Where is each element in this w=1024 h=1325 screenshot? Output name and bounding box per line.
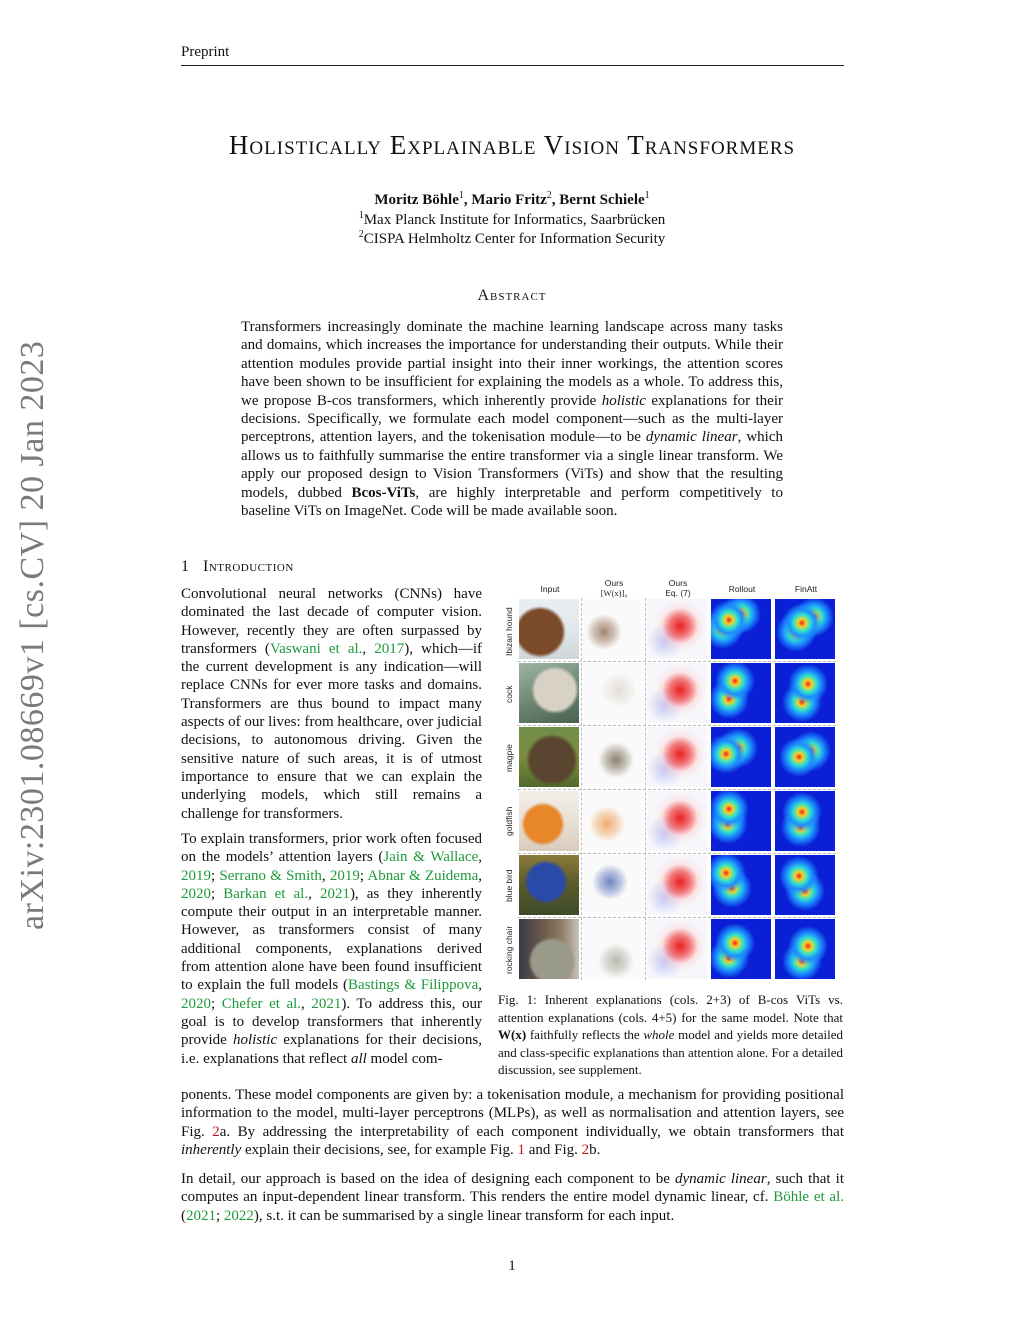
- para-text: model com-: [366, 1050, 443, 1067]
- grid-divider: [518, 725, 836, 726]
- column-header-line: Input: [540, 584, 560, 594]
- intro-paragraph-2-cont: [181, 1086, 844, 1159]
- abstract-text: explanations for their decisions. Specifically, we formulate each model component—such as the multi-layer perceptrons, attention layers, and the tokenisation module—to be: [241, 392, 783, 446]
- para-text: , such that it computes an input-dependent linear transform. This renders the entire model dynamic linear, cf.: [181, 1171, 844, 1206]
- input-photo: [519, 919, 579, 979]
- input-photo: [519, 855, 579, 915]
- abstract-emph: holistic: [601, 392, 646, 409]
- finatt-heatmap: [775, 919, 835, 979]
- figure-ref-link[interactable]: 1: [517, 1141, 525, 1158]
- paper-title: [0, 130, 1024, 161]
- para-text: ), as they inherently compute their output in an interpretable manner. However, as transformers consist of many additional components, explanations derived from attention alone have been found insufficient to explain the full models (: [181, 885, 483, 994]
- para-text: explanations for their decisions, i.e. explanations that reflect: [181, 1032, 482, 1067]
- rollout-heatmap: [711, 919, 771, 979]
- row-label: Ibizan hound: [504, 607, 514, 656]
- citation-link[interactable]: 2020: [181, 885, 211, 902]
- column-header-line: Ours: [668, 578, 688, 588]
- explanation-map: [583, 791, 643, 851]
- para-text: b.: [589, 1141, 601, 1158]
- section-number: 1: [181, 558, 190, 575]
- para-text: ), s.t. it can be summarised by a single linear transform for each input.: [253, 1207, 675, 1224]
- column-header: [518, 584, 582, 594]
- para-text: To explain transformers, prior work often focused on the models’ attention layers (: [181, 831, 482, 866]
- grid-divider: [518, 917, 836, 918]
- citation-link[interactable]: 2019: [329, 867, 360, 884]
- row-label: rocking chair: [504, 925, 514, 974]
- column-header: [774, 584, 838, 594]
- finatt-heatmap: [775, 855, 835, 915]
- para-text: ). To address this, our goal is to develop transformers that inherently provide: [181, 995, 482, 1049]
- para-emph: holistic: [232, 1032, 278, 1049]
- figure-caption: [498, 991, 843, 1079]
- caption-text: Fig. 1: Inherent explanations (cols. 2+3) of B-cos ViTs vs. attention explanations (cols. 4+5) for the same model. Note that: [498, 992, 843, 1025]
- para-text: ,: [362, 640, 375, 657]
- rollout-heatmap: [711, 855, 771, 915]
- citation-link[interactable]: 2021: [311, 995, 342, 1012]
- input-photo: [519, 727, 579, 787]
- rollout-heatmap: [711, 663, 771, 723]
- row-label: cock: [504, 685, 514, 703]
- author-name: Mario Fritz: [471, 192, 547, 208]
- row-label: blue bird: [504, 869, 514, 902]
- author-sup: 1: [644, 190, 650, 201]
- finatt-heatmap: [775, 599, 835, 659]
- abstract-text: Transformers increasingly dominate the machine learning landscape across many tasks and domains, which increases the importance for understanding their outputs. While their attention modules provide partial insight into their inner workings, the attention scores have been shown to be insufficient for explaining the models as a whole. To address this, we propose B-cos transformers, which inherently provide: [241, 319, 783, 409]
- para-emph: inherently: [181, 1141, 242, 1158]
- citation-link[interactable]: Vaswani et al.: [269, 640, 363, 657]
- abstract-heading: [0, 287, 1024, 305]
- title-text: Holistically Explainable Vision Transformers: [228, 130, 796, 160]
- affiliation: [0, 229, 1024, 248]
- input-photo: [519, 663, 579, 723]
- input-photo: [519, 791, 579, 851]
- column-header: [582, 578, 646, 598]
- abstract-body: [241, 318, 783, 520]
- page-number: 1: [508, 1258, 516, 1274]
- citation-link[interactable]: Serrano & Smith: [219, 867, 322, 884]
- row-label: goldfish: [504, 806, 514, 836]
- column-header: [646, 578, 710, 598]
- abstract-text: , are highly interpretable and perform competitively to baseline ViTs on ImageNet. Code will be made available soon.: [241, 484, 783, 520]
- figure-ref-link[interactable]: 2: [581, 1141, 590, 1158]
- citation-link[interactable]: Abnar & Zuidema: [367, 867, 479, 884]
- figure-ref-link[interactable]: 2: [212, 1123, 220, 1140]
- running-head: Preprint: [181, 44, 230, 60]
- column-header-line: FinAtt: [794, 584, 818, 594]
- rollout-heatmap: [711, 791, 771, 851]
- row-label: magpie: [504, 744, 514, 772]
- grid-divider: [518, 789, 836, 790]
- contribution-map: [647, 791, 707, 851]
- finatt-heatmap: [775, 663, 835, 723]
- para-text: ), which—if the current development is any indication—will replace CNNs for ever more tasks and domains. Transformers are thus bound to impact many aspects of our lives: from healthcare, over judicial decisions, to autonomous driving. Given the sensitive nature of such areas, it is of utmost importance to ensure that we can explain the underlying models, which still remains a challenge for transformers.: [181, 640, 482, 822]
- caption-text: faithfully reflects the: [526, 1027, 644, 1042]
- rollout-heatmap: [711, 727, 771, 787]
- contribution-map: [647, 663, 707, 723]
- citation-link[interactable]: Bastings & Filippova: [347, 977, 479, 994]
- section-heading: [181, 558, 294, 576]
- affiliation-sup: 2: [358, 229, 364, 240]
- para-text: and Fig.: [524, 1141, 582, 1158]
- para-text: explain their decisions, see, for example Fig.: [241, 1141, 518, 1158]
- para-text: a. By addressing the interpretability of each component individually, we obtain transformers that: [219, 1123, 844, 1140]
- caption-emph: whole: [643, 1027, 675, 1042]
- affiliation-sup: 1: [358, 210, 364, 221]
- column-header-line: [W(x)]₀: [600, 588, 628, 598]
- finatt-heatmap: [775, 791, 835, 851]
- column-header: [710, 584, 774, 594]
- caption-text: model and yields more detailed and class-specific explanations than attention alone. For a detailed discussion, see supplement.: [498, 1027, 843, 1077]
- contribution-map: [647, 855, 707, 915]
- abstract-emph: dynamic linear: [645, 429, 738, 446]
- column-header-line: Eq. (7): [665, 588, 691, 598]
- contribution-map: [647, 599, 707, 659]
- explanation-map: [583, 855, 643, 915]
- citation-link[interactable]: 2021: [186, 1207, 216, 1224]
- citation-link[interactable]: 2021: [319, 885, 350, 902]
- citation-link[interactable]: 2017: [374, 640, 405, 657]
- finatt-heatmap: [775, 727, 835, 787]
- intro-paragraph-2: To explain transformers, prior work often focused on the models’ attention layers (Jain & Wallace, 2019; Serrano & Smith, 2019; Abnar & Zuidema, 2020; Barkan et al., 2021), as they inherently compute their output in an interpretable manner. However, as transformers consist of many additional components, explanations derived from attention alone have been found insufficient to explain the full models (Bastings & Filippova, 2020; Chefer et al., 2021). To address this, our goal is to develop transformers that inherently provide holistic explanations for their decisions, i.e. explanations that reflect all model com-: [181, 831, 483, 1067]
- header-rule: [181, 65, 844, 66]
- input-photo: [519, 599, 579, 659]
- author-sup: 2: [546, 190, 552, 201]
- author-name: Moritz Böhle: [374, 192, 459, 208]
- abstract-heading-text: Abstract: [477, 287, 547, 304]
- explanation-map: [583, 727, 643, 787]
- affiliation-text: CISPA Helmholtz Center for Information Security: [363, 231, 666, 247]
- figure-image-grid: [518, 598, 836, 980]
- grid-divider: [518, 853, 836, 854]
- abstract-text: , which allows us to faithfully summarise the entire transformer via a single linear transform. We apply our proposed design to Vision Transformers (ViTs) and show that the resulting models, dubbed: [241, 429, 783, 501]
- para-text: Convolutional neural networks (CNNs) have dominated the last decade of computer vision. However, recently they are often surpassed by transformers (: [181, 586, 482, 657]
- citation-link[interactable]: Böhle et al.: [773, 1189, 844, 1206]
- intro-paragraph-1: [181, 585, 482, 823]
- citation-link[interactable]: Chefer et al.: [221, 995, 302, 1012]
- column-header-line: Rollout: [728, 584, 756, 594]
- citation-link[interactable]: 2020: [181, 995, 211, 1012]
- affiliation: [0, 210, 1024, 229]
- author-name: Bernt Schiele: [559, 192, 645, 208]
- author-sup: 1: [458, 190, 464, 201]
- citation-link[interactable]: Jain & Wallace: [383, 849, 479, 866]
- column-header-line: Ours: [604, 578, 624, 588]
- para-emph: all: [350, 1050, 367, 1067]
- explanation-map: [583, 663, 643, 723]
- abstract-bold: Bcos-ViTs: [351, 484, 416, 501]
- author-list: Moritz Böhle$^1$, Mario Fritz$^2$, Bernt Schiele$^1$: [374, 190, 650, 208]
- caption-math: W(x): [498, 1027, 527, 1042]
- para-text: In detail, our approach is based on the idea of designing each component to be: [181, 1171, 675, 1187]
- explanation-map: [583, 919, 643, 979]
- affiliation-text: Max Planck Institute for Informatics, Saarbrücken: [363, 212, 666, 228]
- citation-link[interactable]: 2022: [223, 1207, 254, 1224]
- explanation-map: [583, 599, 643, 659]
- contribution-map: [647, 727, 707, 787]
- citation-link[interactable]: 2019: [181, 867, 211, 884]
- grid-divider: [518, 661, 836, 662]
- contribution-map: [647, 919, 707, 979]
- arxiv-stamp: arXiv:2301.08669v1 [cs.CV] 20 Jan 2023: [14, 340, 51, 930]
- section-title: Introduction: [203, 558, 294, 575]
- rollout-heatmap: [711, 599, 771, 659]
- citation-link[interactable]: Barkan et al.: [223, 885, 309, 902]
- para-emph: dynamic linear: [674, 1171, 767, 1187]
- intro-paragraph-3: In detail, our approach is based on the idea of designing each component to be dynamic linear, such that it computes an input-dependent linear transform. This renders the entire model dynamic linear, cf. Böhle et al. (2021; 2022), s.t. it can be summarised by a single linear transform for each input.: [181, 1171, 844, 1224]
- para-text: ponents. These model components are given by: a tokenisation module, a mechanism for providing positional information to the model, multi-layer perceptrons (MLPs), as well as normalisation and attention layers, see Fig.: [181, 1087, 844, 1140]
